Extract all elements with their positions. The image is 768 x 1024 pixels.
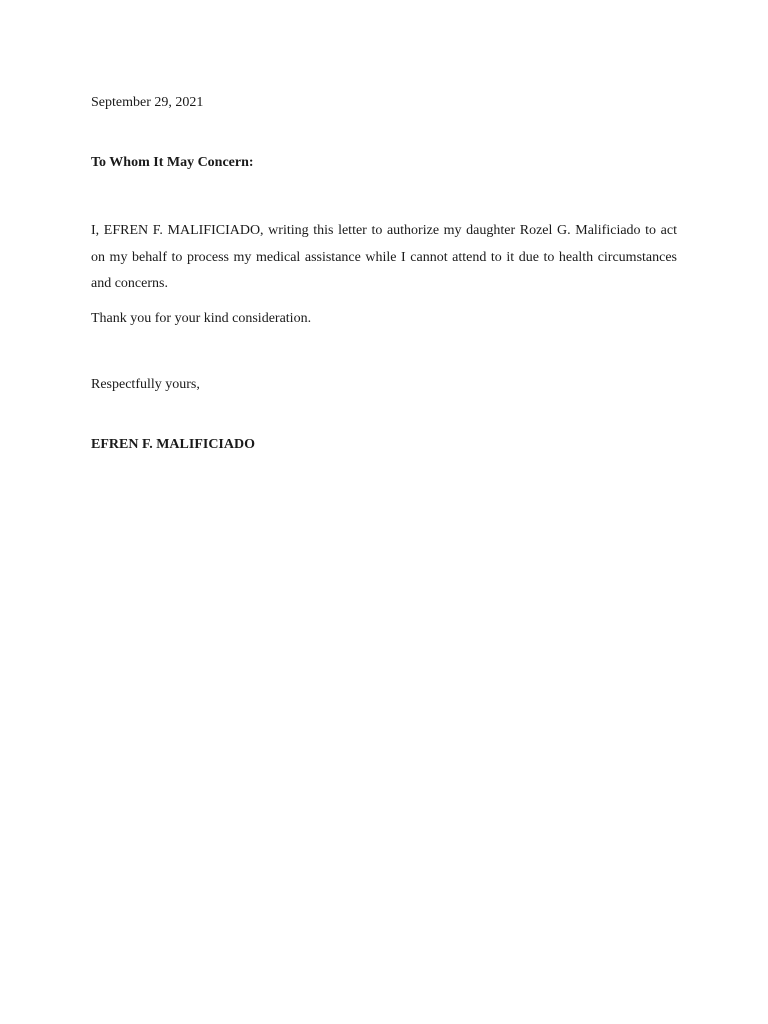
letter-thanks: Thank you for your kind consideration. <box>91 311 312 326</box>
letter-closing: Respectfully yours, <box>91 377 200 392</box>
letter-signature-name: EFREN F. MALIFICIADO <box>91 437 255 452</box>
letter-date: September 29, 2021 <box>91 95 204 110</box>
letter-body-paragraph: I, EFREN F. MALIFICIADO, writing this letter to authorize my daughter Rozel G. Malificiado to act on my behalf to process my medical assistance while I cannot attend to it due to health circumstances and concerns. <box>91 223 677 291</box>
letter-salutation: To Whom It May Concern: <box>91 155 254 170</box>
